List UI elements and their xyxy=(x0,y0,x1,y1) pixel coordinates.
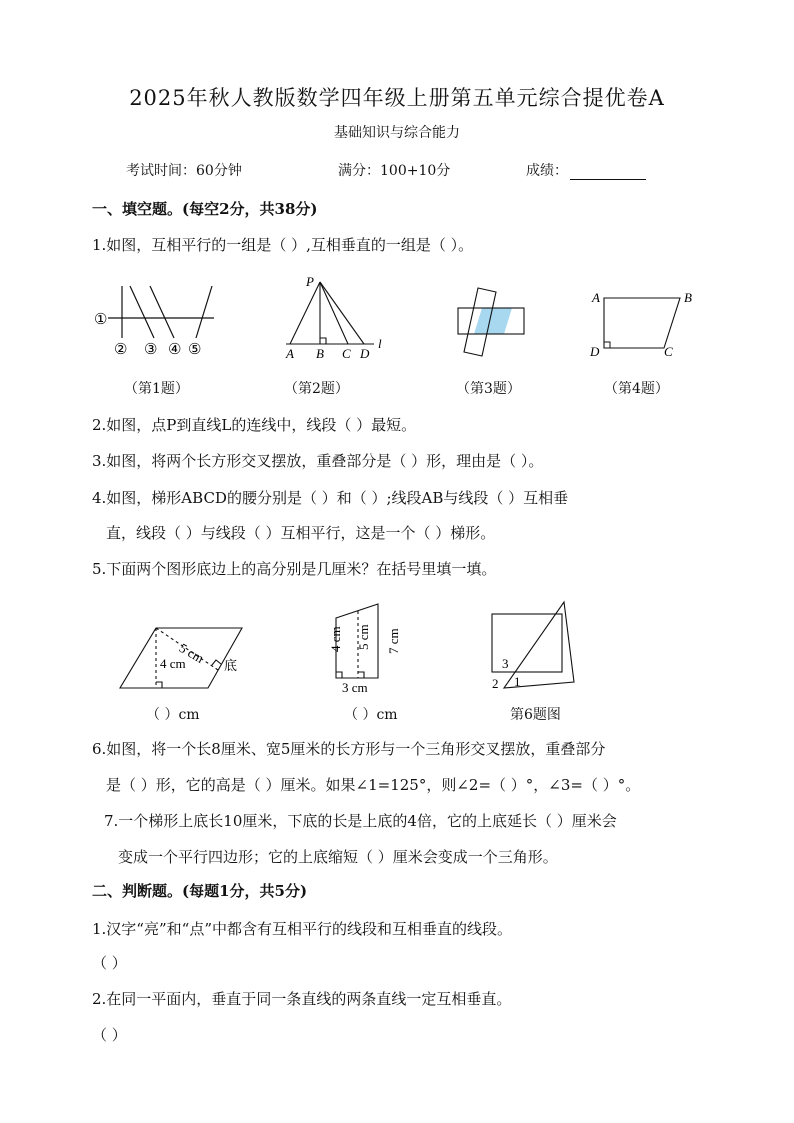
angle-3: 3 xyxy=(502,656,509,671)
s1-question-4-line-1: 4.如图，梯形ABCD的腰分别是（ ）和（ ）;线段AB与线段（ ）互相垂 xyxy=(92,489,569,507)
caption-fig-6: 第6题图 xyxy=(510,707,561,723)
label-5cm: 5 cm xyxy=(176,640,207,666)
figure-1-lines xyxy=(90,282,220,360)
line-4 xyxy=(150,286,174,338)
s1-question-5: 5.下面两个图形底边上的高分别是几厘米？在括号里填一填。 xyxy=(92,560,497,578)
s2-question-1: 1.汉字“亮”和“点”中都含有互相平行的线段和互相垂直的线段。 xyxy=(92,920,512,938)
label-B: B xyxy=(684,290,692,305)
page-title: 2025年秋人教版数学四年级上册第五单元综合提优卷A xyxy=(129,86,665,110)
label-5cm: 5 cm xyxy=(356,624,371,650)
label-A: A xyxy=(592,290,600,305)
label-7cm: 7 cm xyxy=(386,628,401,654)
label-B: B xyxy=(316,346,324,360)
s1-question-2: 2.如图，点P到直线L的连线中，线段（ ）最短。 xyxy=(92,416,417,434)
figure-4-trapezoid xyxy=(588,286,698,360)
figure-3-rectangles xyxy=(452,284,532,360)
line-5 xyxy=(196,286,212,338)
label-D: D xyxy=(590,344,600,359)
answer-trapezoid: （ ）cm xyxy=(344,707,398,723)
caption-fig-2: （第2题） xyxy=(284,381,349,397)
section2-heading: 二、判断题。(每题1分，共5分) xyxy=(92,882,308,900)
figure-right-trapezoid xyxy=(318,598,402,694)
label-D: D xyxy=(360,346,370,360)
full-score: 满分：100+10分 xyxy=(338,163,451,179)
s1-question-6-line-1: 6.如图，将一个长8厘米、宽5厘米的长方形与一个三角形交叉摆放，重叠部分 xyxy=(92,740,606,758)
label-base: 底 xyxy=(224,658,238,673)
angle-2: 2 xyxy=(492,676,499,691)
score-blank[interactable] xyxy=(570,165,646,180)
s1-question-3: 3.如图，将两个长方形交叉摆放，重叠部分是（ ）形，理由是（ ）。 xyxy=(92,452,544,470)
label-3: ③ xyxy=(144,342,158,358)
exam-time: 考试时间：60分钟 xyxy=(126,163,242,179)
s1-question-6-line-2: 是（ ）形，它的高是（ ）厘米。如果∠1=125°，则∠2=（ ）°，∠3=（ ）°。 xyxy=(106,776,641,794)
label-5: ⑤ xyxy=(188,342,202,358)
label-2: ② xyxy=(114,342,128,358)
label-4: ④ xyxy=(168,342,182,358)
angle-1: 1 xyxy=(514,674,521,689)
score-label: 成绩： xyxy=(526,163,568,179)
s2-question-2: 2.在同一平面内，垂直于同一条直线的两条直线一定互相垂直。 xyxy=(92,990,512,1008)
figure-6-rect-triangle xyxy=(484,598,580,694)
figure-parallelogram xyxy=(112,612,252,696)
s2-answer-2[interactable]: （ ） xyxy=(92,1026,127,1044)
label-4cm: 4 cm xyxy=(160,656,186,671)
answer-parallelogram: （ ）cm xyxy=(146,707,200,723)
label-P: P xyxy=(306,274,314,289)
label-4cm: 4 cm xyxy=(328,626,343,652)
label-C: C xyxy=(342,346,351,360)
s2-answer-1[interactable]: （ ） xyxy=(92,954,127,972)
s1-question-7-line-2: 变成一个平行四边形；它的上底缩短（ ）厘米会变成一个三角形。 xyxy=(118,848,558,866)
s1-question-4-line-2: 直，线段（ ）与线段（ ）互相平行，这是一个（ ）梯形。 xyxy=(106,524,496,542)
figure-2-point-line xyxy=(280,272,390,360)
caption-fig-4: （第4题） xyxy=(604,381,669,397)
page-subtitle: 基础知识与综合能力 xyxy=(334,125,460,141)
label-3cm: 3 cm xyxy=(342,680,368,694)
section1-heading: 一、填空题。(每空2分，共38分) xyxy=(92,200,318,218)
label-l: l xyxy=(378,336,382,351)
caption-fig-1: （第1题） xyxy=(124,381,189,397)
line-3 xyxy=(130,286,154,338)
caption-fig-3: （第3题） xyxy=(456,381,521,397)
overlap-region xyxy=(474,308,512,334)
label-A: A xyxy=(286,346,294,360)
label-1: ① xyxy=(94,312,108,328)
label-C: C xyxy=(664,344,673,359)
s1-question-1: 1.如图，互相平行的一组是（ ）,互相垂直的一组是（ ）。 xyxy=(92,236,474,254)
score-field[interactable] xyxy=(526,160,646,180)
s1-question-7-line-1: 7.一个梯形上底长10厘米，下底的长是上底的4倍，它的上底延长（ ）厘米会 xyxy=(104,812,617,830)
